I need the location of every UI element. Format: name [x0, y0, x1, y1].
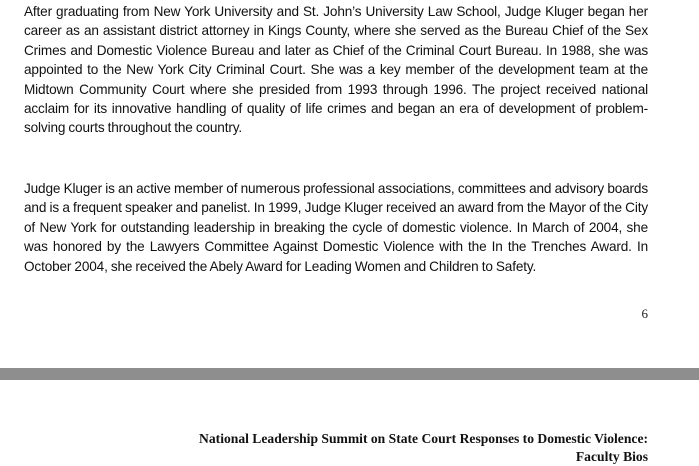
page-number: 6 — [641, 306, 648, 321]
bio-paragraph-memberships-awards: Judge Kluger is an active member of numerous professional associations, committees and advisory boards and is a frequent speaker and panelist. In 1999, Judge Kluger received an award from the Mayor of the City of New York for outstanding leadership in breaking the cycle of domestic violence. In March of 2004, she was honored by the Lawyers Committee Against Domestic Violence with the In the Trenches Award. In October 2004, she received the Abely Award for Leading Women and Children to Safety. — [24, 181, 648, 274]
running-header-line-2: Faculty Bios — [575, 449, 648, 464]
page-break-divider — [0, 368, 699, 380]
running-header-title — [48, 430, 648, 466]
bio-paragraph-education-career: After graduating from New York University and St. John’s University Law School, Judge Kluger began her career as an assistant district attorney in Kings County, where she served as the Bureau Chief of the Sex Crimes and Domestic Violence Bureau and later as Chief of the Criminal Court Bureau. In 1988, she was appointed to the New York City Criminal Court. She was a key member of the development team at the Midtown Community Court where she presided from 1993 through 1996. The project received national acclaim for its innovative handling of quality of life crimes and began an era of development of problem-solving courts throughout the country. — [24, 4, 648, 136]
running-header-line-1: National Leadership Summit on State Court Responses to Domestic Violence: — [199, 431, 648, 446]
